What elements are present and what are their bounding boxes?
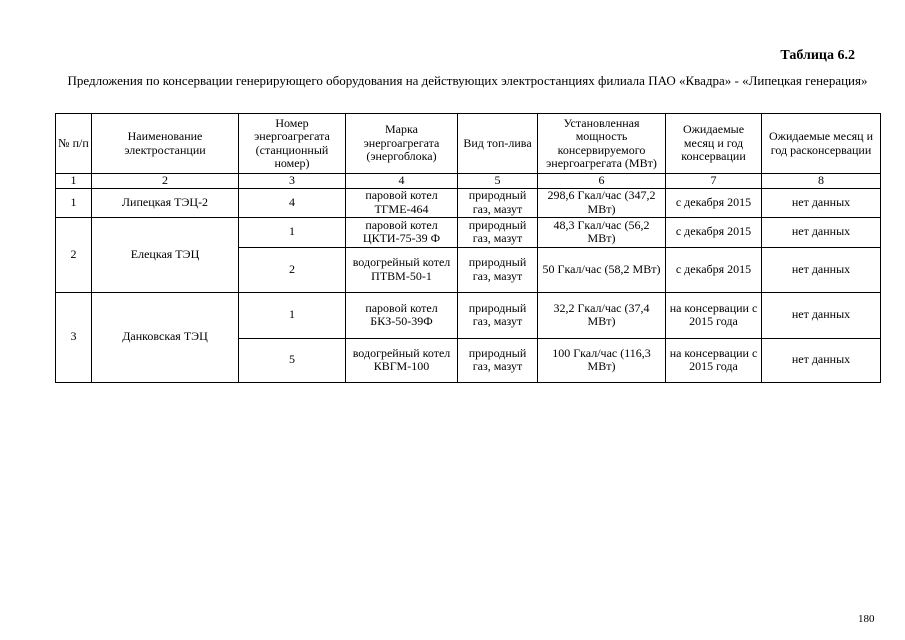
station-number: 1 xyxy=(56,188,92,217)
reconservation-date: нет данных xyxy=(762,188,881,217)
col-header-num: № п/п xyxy=(56,114,92,174)
unit-brand: паровой котел ЦКТИ-75-39 Ф xyxy=(346,217,458,247)
column-number: 7 xyxy=(666,174,762,189)
column-number: 8 xyxy=(762,174,881,189)
installed-power: 298,6 Гкал/час (347,2 МВт) xyxy=(538,188,666,217)
unit-number: 1 xyxy=(239,292,346,338)
col-header-fuel: Вид топ-лива xyxy=(458,114,538,174)
col-header-power: Установленная мощность консервируемого энергоагрегата (МВт) xyxy=(538,114,666,174)
column-number: 6 xyxy=(538,174,666,189)
fuel-type: природный газ, мазут xyxy=(458,338,538,382)
reconservation-date: нет данных xyxy=(762,217,881,247)
table-row xyxy=(56,188,881,217)
table-label: Таблица 6.2 xyxy=(780,48,855,63)
fuel-type: природный газ, мазут xyxy=(458,188,538,217)
conservation-date: с декабря 2015 xyxy=(666,217,762,247)
col-header-brand: Марка энергоагрегата (энергоблока) xyxy=(346,114,458,174)
station-number: 3 xyxy=(56,292,92,382)
reconservation-date: нет данных xyxy=(762,292,881,338)
station-number: 2 xyxy=(56,217,92,292)
column-number: 1 xyxy=(56,174,92,189)
installed-power: 32,2 Гкал/час (37,4 МВт) xyxy=(538,292,666,338)
unit-number: 1 xyxy=(239,217,346,247)
table-row xyxy=(56,217,881,247)
fuel-type: природный газ, мазут xyxy=(458,292,538,338)
conservation-date: на консервации с 2015 года xyxy=(666,338,762,382)
col-header-station: Наименование электростанции xyxy=(92,114,239,174)
fuel-type: природный газ, мазут xyxy=(458,247,538,292)
page-number: 180 xyxy=(858,613,875,625)
column-number: 5 xyxy=(458,174,538,189)
unit-brand: паровой котел БКЗ-50-39Ф xyxy=(346,292,458,338)
conservation-date: на консервации с 2015 года xyxy=(666,292,762,338)
unit-number: 5 xyxy=(239,338,346,382)
installed-power: 50 Гкал/час (58,2 МВт) xyxy=(538,247,666,292)
fuel-type: природный газ, мазут xyxy=(458,217,538,247)
reconservation-date: нет данных xyxy=(762,247,881,292)
station-name: Липецкая ТЭЦ-2 xyxy=(92,188,239,217)
table-caption: Предложения по консервации генерирующего оборудования на действующих электростанциях филиала ПАО «Квадра» - «Липецкая генерация» xyxy=(67,73,868,88)
column-number: 3 xyxy=(239,174,346,189)
header-row xyxy=(56,114,881,174)
column-number: 2 xyxy=(92,174,239,189)
unit-brand: водогрейный котел ПТВМ-50-1 xyxy=(346,247,458,292)
installed-power: 100 Гкал/час (116,3 МВт) xyxy=(538,338,666,382)
unit-brand: паровой котел ТГМЕ-464 xyxy=(346,188,458,217)
unit-number: 4 xyxy=(239,188,346,217)
table-row xyxy=(56,292,881,338)
conservation-date: с декабря 2015 xyxy=(666,247,762,292)
col-header-unit: Номер энергоагрегата (станционный номер) xyxy=(239,114,346,174)
unit-brand: водогрейный котел КВГМ-100 xyxy=(346,338,458,382)
unit-number: 2 xyxy=(239,247,346,292)
conservation-table xyxy=(55,113,881,383)
column-number-row xyxy=(56,174,881,189)
station-name: Елецкая ТЭЦ xyxy=(92,217,239,292)
col-header-reconservation: Ожидаемые месяц и год расконсервации xyxy=(762,114,881,174)
reconservation-date: нет данных xyxy=(762,338,881,382)
column-number: 4 xyxy=(346,174,458,189)
installed-power: 48,3 Гкал/час (56,2 МВт) xyxy=(538,217,666,247)
conservation-date: с декабря 2015 xyxy=(666,188,762,217)
col-header-conservation: Ожидаемые месяц и год консервации xyxy=(666,114,762,174)
station-name: Данковская ТЭЦ xyxy=(92,292,239,382)
